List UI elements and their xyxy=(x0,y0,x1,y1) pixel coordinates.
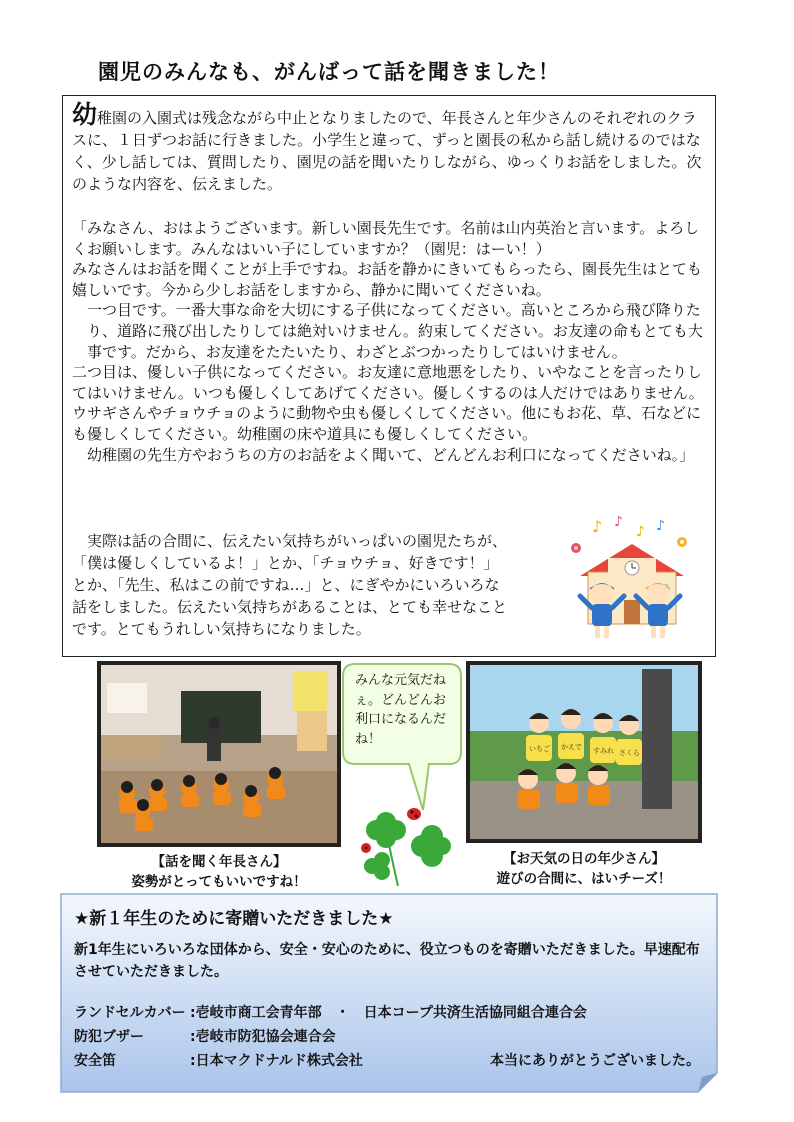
caption-right-title: 【お天気の日の年少さん】 xyxy=(503,851,665,867)
closing-line: 話をしました。伝えたい気持ちがあることは、とても幸せなこと xyxy=(72,598,508,616)
closing-line: とか、「先生、私はこの前ですね…」と、にぎやかにいろいろな xyxy=(72,576,500,594)
donation-title: ★新１年生のために寄贈いただきました★ xyxy=(74,909,394,929)
donation-row-value: :壱岐市防犯協会連合会 xyxy=(190,1029,336,1045)
speech-line: みなさんはお話を聞くことが上手ですね。お話を静かにきいてもらったら、園長先生はとても嬉しいです。今から少しお話をしますから、静かに聞いてくださいね。 xyxy=(72,260,703,299)
donation-row xyxy=(74,1026,336,1046)
donation-row xyxy=(74,1002,587,1022)
name-tag: すみれ xyxy=(593,747,614,755)
svg-text:♪: ♪ xyxy=(592,517,603,536)
donation-thanks: 本当にありがとうございました。 xyxy=(490,1053,700,1069)
donation-section xyxy=(60,893,718,1091)
caption-left-title: 【話を聞く年長さん】 xyxy=(151,854,287,870)
svg-text:♪: ♪ xyxy=(614,514,623,530)
caption-right-sub: 遊びの合間に、はいチーズ！ xyxy=(496,871,672,887)
school-illustration xyxy=(562,514,702,646)
donation-row xyxy=(74,1050,363,1070)
speech-line: 二つ目は、優しい子供になってください。お友達に意地悪をしたり、いやなことを言ったりしてはいけません。いつも優しくしてあげてください。優しくするのは人だけではありません。ウサギさんやチョウチョのように動物や虫も優しくしてください。他にもお花、草、石などにも優しくしてください。幼稚園の床や道具にも優しくしてください。 xyxy=(72,363,704,443)
page-title: 園児のみんなも、がんばって話を聞きました！ xyxy=(98,60,560,84)
closing-line: です。とてもうれしい気持ちになりました。 xyxy=(72,620,371,638)
svg-text:♪: ♪ xyxy=(656,518,665,534)
donation-row-label: ランドセルカバー xyxy=(74,1005,186,1021)
closing-line: 「僕は優しくしているよ！」とか、「チョウチョ、好きです！」 xyxy=(72,554,499,572)
name-tag: さくら xyxy=(619,749,640,757)
intro-text: 稚園の入園式は残念ながら中止となりましたので、年長さんと年少さんのそれぞれのクラスに、１日ずつお話に行きました。小学生と違って、ずっと園長の私から話し続けるのではなく、少し話しては、質問したり、園児の話を聞いたりしながら、ゆっくりお話をしました。次のような内容を、伝えました。 xyxy=(72,109,702,193)
name-tag: いちご xyxy=(529,745,550,753)
donation-row-value: :壱岐市商工会青年部 ・ 日本コープ共済生活協同組合連合会 xyxy=(190,1005,587,1021)
intro-paragraph xyxy=(72,100,706,195)
caption-right xyxy=(466,849,702,889)
closing-paragraph xyxy=(72,530,542,640)
donation-row-value: :日本マクドナルド株式会社 xyxy=(190,1053,363,1069)
speech-line: 一つ目です。一番大事な命を大切にする子供になってください。高いところから飛び降りたり、道路に飛び出したりしては絶対いけません。約束してください。お友達の命もとても大事です。だから、お友達をたたいたり、わざとぶつかったりしてはいけません。 xyxy=(87,301,703,361)
speech-block xyxy=(72,218,712,465)
donation-body: 新1年生にいろいろな団体から、安全・安心のために、役立つものを寄贈いただきました。早速配布させていただきました。 xyxy=(74,942,700,980)
name-tag: かえで xyxy=(561,743,582,751)
photo-classroom xyxy=(97,661,341,847)
drop-cap: 幼 xyxy=(72,100,98,129)
closing-line: 実際は話の合間に、伝えたい気持ちがいっぱいの園児たちが、 xyxy=(87,532,508,550)
svg-text:♪: ♪ xyxy=(636,524,645,540)
caption-left xyxy=(97,852,341,892)
donation-row-label: 安全笛 xyxy=(74,1053,116,1069)
speech-line: 幼稚園の先生方やおうちの方のお話をよく聞いて、どんどんお利口になってくださいね。」 xyxy=(87,445,695,464)
caption-left-sub: 姿勢がとってもいいですね！ xyxy=(131,874,307,890)
speech-bubble-text: みんな元気だねぇ。どんどんお利口になるんだね！ xyxy=(355,673,447,747)
donation-row-label: 防犯ブザー xyxy=(74,1029,144,1045)
clover-icon xyxy=(352,800,452,890)
music-note-icon xyxy=(592,514,665,540)
speech-line: 「みなさん、おはようございます。新しい園長先生です。名前は山内英治と言います。よろしくお願いします。みんなはいい子にしていますか？（園児：はーい！） xyxy=(72,219,700,258)
photo-children-outdoor xyxy=(466,661,702,843)
